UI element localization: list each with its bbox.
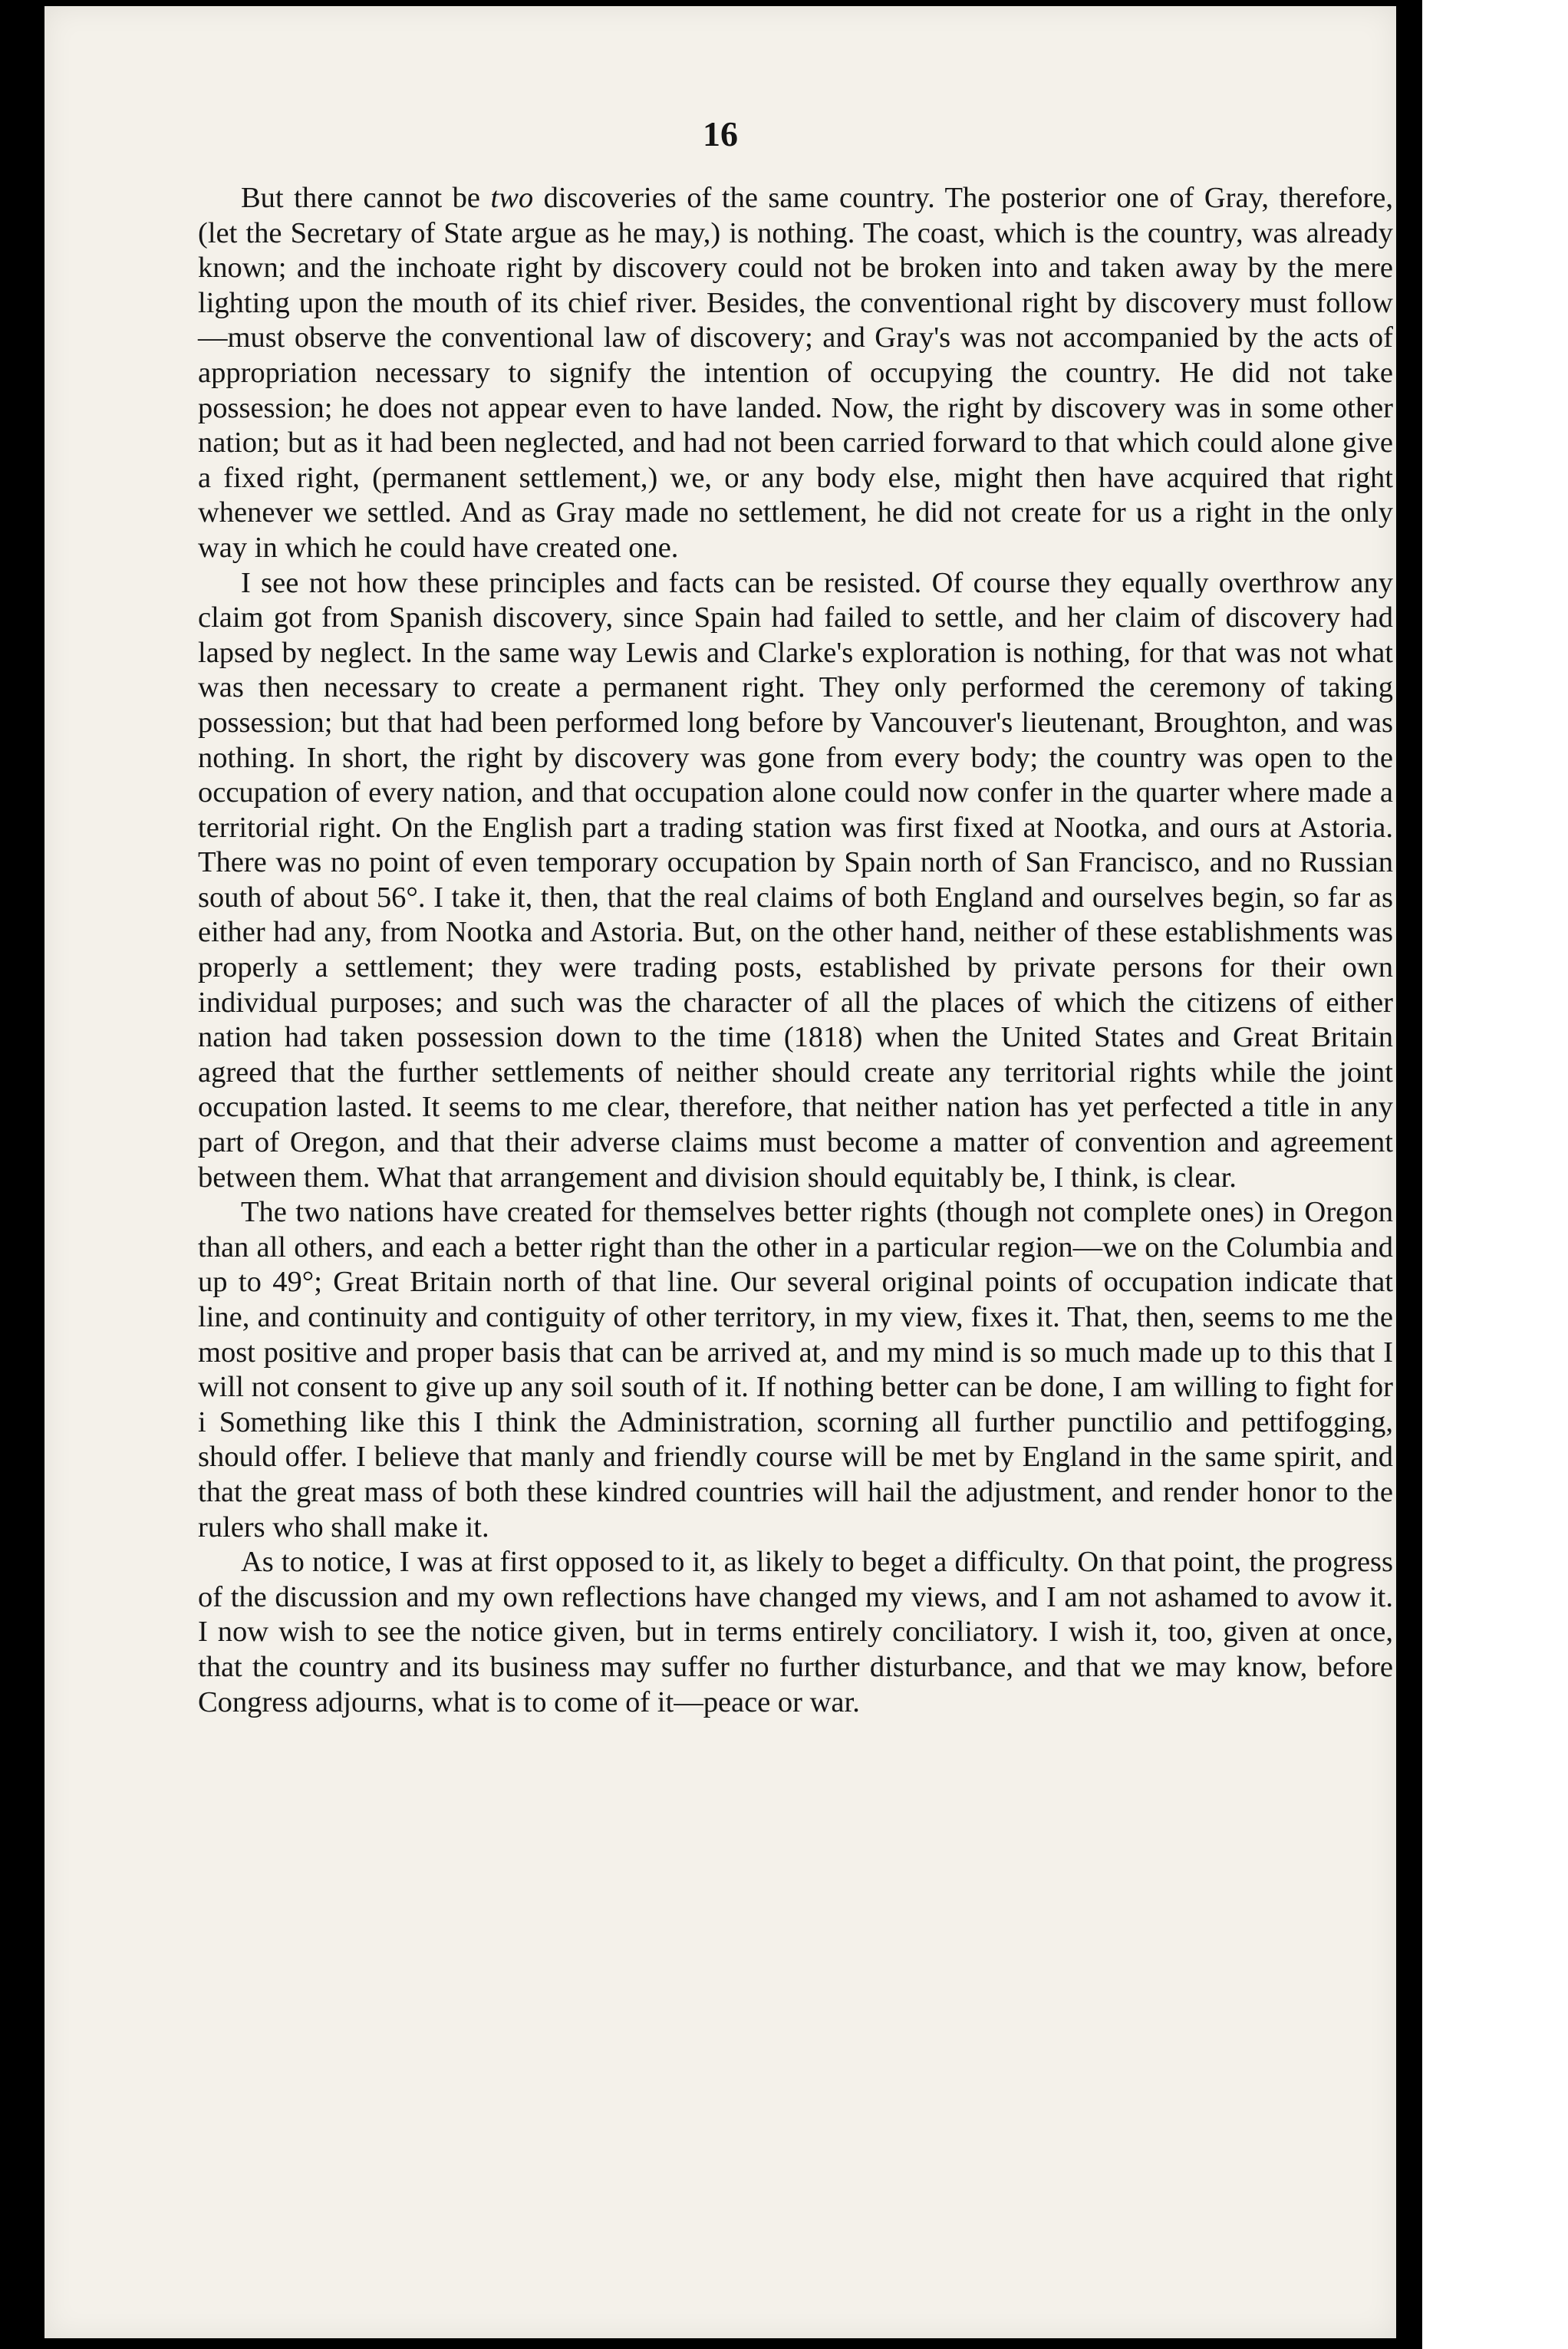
paragraph-2 — [198, 566, 1393, 1196]
scan-edge-border — [1405, 0, 1422, 2349]
paragraph-1-emphasis: two — [490, 182, 534, 214]
body-text — [198, 181, 1393, 1720]
paragraph-4 — [198, 1545, 1393, 1720]
paragraph-2-text: I see not how these principles and facts can be resisted. Of course they equally overthrow any claim got from Spanish discovery, since Spain had failed to settle, and her claim of discovery had lapsed by neglect. In the same way Lewis and Clarke's exploration is nothing, for that was not what was then necessary to create a permanent right. They only performed the ceremony of taking possession; but that had been performed long before by Vancouver's lieutenant, Broughton, and was nothing. In short, the right by discovery was gone from every body; the country was open to the occupation of every nation, and that occupation alone could now confer in the quarter where made a territorial right. On the English part a trading station was first fixed at Nootka, and ours at Astoria. There was no point of even temporary occupation by Spain north of San Francisco, and no Russian south of about 56°. I take it, then, that the real claims of both England and ourselves begin, so far as either had any, from Nootka and Astoria. But, on the other hand, neither of these establishments was properly a settlement; they were trading posts, established by private persons for their own individual purposes; and such was the character of all the places of which the citizens of either nation had taken possession down to the time (1818) when the United States and Great Britain agreed that the further settlements of neither should create any territorial rights while the joint occupation lasted. It seems to me clear, therefore, that neither nation has yet perfected a title in any part of Oregon, and that their adverse claims must become a matter of convention and agreement between them. What that arrangement and division should equitably be, I think, is clear. — [198, 566, 1393, 1194]
paragraph-3-text: The two nations have created for themselves better rights (though not complete ones) in Oregon than all others, and each a better right than the other in a particular region—we on the Columbia and up to 49°; Great Britain north of that line. Our several original points of occupation indicate that line, and continuity and contiguity of other territory, in my view, fixes it. That, then, seems to me the most positive and proper basis that can be arrived at, and my mind is so much made up to this that I will not consent to give up any soil south of it. If nothing better can be done, I am willing to fight for i Something like this I think the Administration, scorning all further punctilio and pettifogging, should offer. I believe that manly and friendly course will be met by England in the same spirit, and that the great mass of both these kindred countries will hail the adjustment, and render honor to the rulers who shall make it. — [198, 1196, 1393, 1543]
paragraph-3 — [198, 1195, 1393, 1545]
paragraph-1-text-end: discoveries of the same country. The posterior one of Gray, therefore, (let the Secretary of State argue as he may,) is nothing. The coast, which is the country, was already known; and the inchoate right by discovery could not be broken into and taken away by the mere lighting upon the mouth of its chief river. Besides, the conventional right by discovery must follow—must observe the conventional law of discovery; and Gray's was not accompanied by the acts of appropriation necessary to signify the intention of occupying the country. He did not take possession; he does not appear even to have landed. Now, the right by discovery was in some other nation; but as it had been neglected, and had not been carried forward to that which could alone give a fixed right, (permanent settlement,) we, or any body else, might then have acquired that right whenever we settled. And as Gray made no settlement, he did not create for us a right in the only way in which he could have created one. — [198, 182, 1393, 564]
page-number: 16 — [703, 114, 738, 153]
document-page — [44, 6, 1396, 2338]
paragraph-1 — [198, 181, 1393, 566]
scan-edge — [1405, 0, 1568, 2349]
paragraph-4-text: As to notice, I was at first opposed to it, as likely to beget a difficulty. On that point, the progress of the discussion and my own reflections have changed my views, and I am not ashamed to avow it. I now wish to see the notice given, but in terms entirely conciliatory. I wish it, too, given at once, that the country and its business may suffer no further disturbance, and that we may know, before Congress adjourns, what is to come of it—peace or war. — [198, 1546, 1393, 1718]
paragraph-1-text-start: But there cannot be — [241, 182, 491, 214]
